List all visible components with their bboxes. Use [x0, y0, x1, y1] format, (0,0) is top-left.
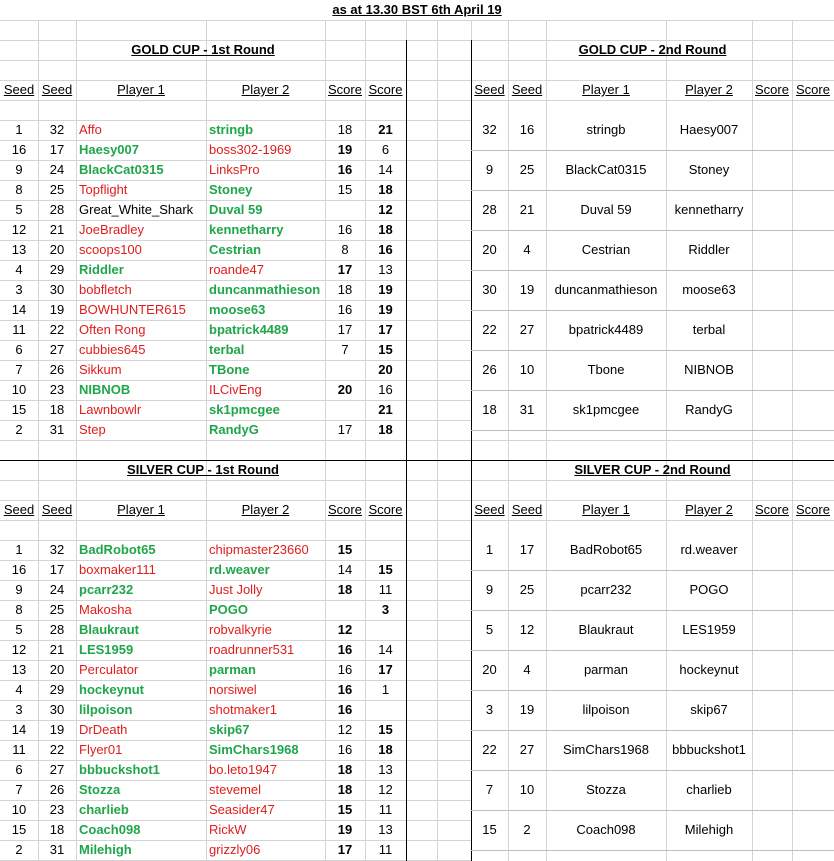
grid-line [206, 0, 207, 861]
score-cell: 15 [337, 542, 353, 557]
score-cell: 11 [378, 842, 393, 857]
seed-cell: 25 [519, 162, 535, 177]
player1-cell: Great_White_Shark [79, 202, 194, 217]
seed-cell: 15 [11, 822, 27, 837]
score-cell: 6 [381, 142, 390, 157]
player2-cell: norsiwel [209, 682, 257, 697]
seed-cell: 26 [49, 782, 65, 797]
seed-cell: 20 [49, 242, 65, 257]
score-cell: 17 [337, 842, 353, 857]
seed-cell: 17 [519, 542, 535, 557]
player1-cell: lilpoison [582, 702, 630, 717]
gold_r1-header-seed2: Seed [41, 82, 73, 97]
seed-cell: 11 [12, 322, 26, 337]
seed-cell: 26 [49, 362, 65, 377]
seed-cell: 7 [15, 362, 23, 377]
score-cell [365, 540, 406, 560]
player2-cell: Haesy007 [679, 122, 739, 137]
row-separator [471, 850, 834, 851]
player2-cell: LES1959 [682, 622, 736, 637]
player2-cell: kennetharry [209, 222, 284, 237]
silver_r1-header-seed1: Seed [3, 502, 35, 517]
player1-cell: bbbuckshot1 [79, 762, 160, 777]
player2-cell: bpatrick4489 [209, 322, 289, 337]
silver_r1-header-seed2: Seed [41, 502, 73, 517]
seed-cell: 18 [482, 402, 497, 417]
player2-cell: POGO [209, 602, 249, 617]
seed-cell: 22 [49, 742, 65, 757]
player1-cell: Duval 59 [580, 202, 632, 217]
seed-cell: 21 [49, 222, 65, 237]
seed-cell: 19 [49, 722, 65, 737]
player2-cell: Milehigh [684, 822, 734, 837]
score-cell: 16 [337, 742, 353, 757]
score-cell: 15 [378, 342, 393, 357]
seed-cell: 3 [485, 702, 494, 717]
row-separator [471, 430, 834, 431]
seed-cell: 9 [485, 162, 494, 177]
seed-cell: 29 [49, 682, 65, 697]
seed-cell: 1 [485, 542, 494, 557]
grid-line [0, 20, 834, 21]
seed-cell: 32 [482, 122, 497, 137]
player2-cell: kennetharry [674, 202, 744, 217]
score-cell: 15 [337, 182, 353, 197]
score-cell: 13 [378, 822, 393, 837]
seed-cell: 27 [49, 342, 65, 357]
seed-cell: 24 [49, 582, 65, 597]
seed-cell: 20 [482, 662, 497, 677]
seed-cell: 25 [49, 182, 65, 197]
player2-cell: Riddler [688, 242, 730, 257]
seed-cell: 5 [15, 202, 23, 217]
player1-cell: BadRobot65 [569, 542, 643, 557]
player1-cell: Coach098 [576, 822, 636, 837]
seed-cell: 19 [49, 302, 65, 317]
player1-cell: boxmaker111 [79, 562, 156, 577]
silver_r2-header-player2: Player 2 [685, 502, 733, 517]
player2-cell: Just Jolly [209, 582, 263, 597]
seed-cell: 13 [11, 662, 27, 677]
player1-cell: sk1pmcgee [572, 402, 640, 417]
player1-cell: Blaukraut [79, 622, 139, 637]
score-cell: 18 [378, 422, 393, 437]
score-cell [365, 700, 406, 720]
seed-cell: 10 [11, 802, 27, 817]
player2-cell: Stoney [688, 162, 730, 177]
player2-cell: rd.weaver [680, 542, 738, 557]
score-cell: 12 [337, 622, 353, 637]
silver_r1-header-player1: Player 1 [117, 502, 165, 517]
player2-cell: rd.weaver [209, 562, 270, 577]
player1-cell: Blaukraut [578, 622, 634, 637]
score-cell: 13 [378, 762, 393, 777]
score-cell: 18 [337, 582, 353, 597]
score-cell: 12 [378, 782, 393, 797]
score-cell: 13 [378, 262, 393, 277]
player2-cell: roande47 [209, 262, 264, 277]
player1-cell: Often Rong [79, 322, 146, 337]
player1-cell: NIBNOB [79, 382, 131, 397]
gold-r2-title: GOLD CUP - 2nd Round [578, 42, 727, 57]
seed-cell: 27 [519, 322, 535, 337]
seed-cell: 3 [15, 702, 23, 717]
seed-cell: 30 [49, 702, 65, 717]
seed-cell: 19 [519, 702, 535, 717]
grid-line [76, 0, 77, 861]
player1-cell: SimChars1968 [563, 742, 649, 757]
score-cell: 11 [378, 802, 393, 817]
score-cell: 16 [337, 642, 353, 657]
score-cell: 18 [337, 762, 353, 777]
player1-cell: pcarr232 [580, 582, 632, 597]
score-cell: 14 [378, 162, 393, 177]
score-cell: 16 [337, 682, 353, 697]
seed-cell: 18 [49, 822, 65, 837]
seed-cell: 22 [482, 742, 497, 757]
seed-cell: 14 [11, 302, 27, 317]
score-cell: 16 [337, 302, 353, 317]
silver_r2-header-seed1: Seed [474, 502, 505, 517]
score-cell: 16 [337, 662, 353, 677]
seed-cell: 4 [523, 662, 531, 677]
player1-cell: stringb [586, 122, 626, 137]
seed-cell: 2 [523, 822, 531, 837]
player1-cell: Sikkum [79, 362, 122, 377]
grid-line [0, 60, 834, 61]
player2-cell: POGO [689, 582, 729, 597]
player2-cell: sk1pmcgee [209, 402, 280, 417]
gold_r2-header-score1: Score [755, 82, 789, 97]
silver_r1-header-player2: Player 2 [241, 502, 290, 517]
seed-cell: 18 [49, 402, 65, 417]
player2-cell: bbbuckshot1 [672, 742, 746, 757]
seed-cell: 4 [15, 682, 23, 697]
silver_r1-header-score1: Score [328, 502, 362, 517]
score-cell: 18 [337, 282, 353, 297]
score-cell: 16 [378, 242, 393, 257]
gold_r1-header-player1: Player 1 [117, 82, 165, 97]
player1-cell: Stozza [586, 782, 626, 797]
seed-cell: 21 [519, 202, 535, 217]
score-cell: 8 [341, 242, 349, 257]
seed-cell: 4 [523, 242, 531, 257]
player2-cell: duncanmathieson [209, 282, 321, 297]
player2-cell: Duval 59 [209, 202, 263, 217]
player2-cell: robvalkyrie [209, 622, 272, 637]
silver_r2-header-seed2: Seed [511, 502, 543, 517]
player1-cell: LES1959 [79, 642, 134, 657]
player1-cell: Flyer01 [79, 742, 123, 757]
seed-cell: 3 [15, 282, 23, 297]
player2-cell: terbal [692, 322, 726, 337]
score-cell: 21 [378, 122, 393, 137]
seed-cell: 15 [11, 402, 27, 417]
seed-cell: 8 [15, 602, 23, 617]
player1-cell: Haesy007 [79, 142, 139, 157]
score-cell: 17 [337, 322, 353, 337]
seed-cell: 17 [49, 562, 65, 577]
grid-line [0, 440, 834, 441]
seed-cell: 32 [49, 122, 65, 137]
player2-cell: skip67 [690, 702, 728, 717]
player2-cell: moose63 [209, 302, 266, 317]
score-cell: 15 [337, 802, 353, 817]
silver_r1-header-score2: Score [368, 502, 403, 517]
score-cell [325, 360, 365, 380]
player2-cell: NIBNOB [684, 362, 734, 377]
seed-cell: 32 [49, 542, 65, 557]
seed-cell: 31 [519, 402, 535, 417]
seed-cell: 22 [49, 322, 65, 337]
player2-cell: boss302-1969 [209, 142, 292, 157]
player1-cell: Riddler [79, 262, 124, 277]
score-cell: 20 [337, 382, 353, 397]
score-cell: 19 [378, 282, 393, 297]
seed-cell: 2 [15, 842, 23, 857]
seed-cell: 27 [49, 762, 65, 777]
seed-cell: 9 [485, 582, 494, 597]
score-cell: 1 [381, 682, 390, 697]
seed-cell: 26 [482, 362, 497, 377]
seed-cell: 10 [11, 382, 27, 397]
player1-cell: DrDeath [79, 722, 128, 737]
player1-cell: parman [583, 662, 629, 677]
player1-cell: Tbone [587, 362, 625, 377]
player2-cell: Seasider47 [209, 802, 275, 817]
gold_r2-header-player1: Player 1 [582, 82, 630, 97]
score-cell: 17 [378, 662, 393, 677]
silver-r1-title: SILVER CUP - 1st Round [127, 462, 279, 477]
gold_r1-header-player2: Player 2 [241, 82, 290, 97]
seed-cell: 12 [11, 222, 27, 237]
seed-cell: 27 [519, 742, 535, 757]
silver_r2-header-score2: Score [796, 502, 830, 517]
silver_r2-header-player1: Player 1 [582, 502, 630, 517]
seed-cell: 4 [15, 262, 23, 277]
score-cell: 17 [337, 422, 353, 437]
seed-cell: 6 [15, 762, 23, 777]
player2-cell: bo.leto1947 [209, 762, 277, 777]
player1-cell: pcarr232 [79, 582, 134, 597]
player1-cell: charlieb [79, 802, 129, 817]
score-cell [325, 200, 365, 220]
seed-cell: 29 [49, 262, 65, 277]
player2-cell: stringb [209, 122, 254, 137]
score-cell: 16 [337, 162, 353, 177]
score-cell: 12 [337, 722, 353, 737]
seed-cell: 17 [49, 142, 65, 157]
score-cell [365, 620, 406, 640]
score-cell: 16 [337, 702, 353, 717]
player2-cell: hockeynut [679, 662, 739, 677]
player2-cell: skip67 [209, 722, 250, 737]
player1-cell: Coach098 [79, 822, 141, 837]
score-cell: 7 [341, 342, 349, 357]
score-cell [325, 400, 365, 420]
score-cell: 16 [378, 382, 393, 397]
seed-cell: 6 [15, 342, 23, 357]
score-cell: 17 [378, 322, 393, 337]
seed-cell: 10 [519, 782, 535, 797]
player2-cell: shotmaker1 [209, 702, 277, 717]
seed-cell: 2 [15, 422, 23, 437]
player2-cell: Cestrian [209, 242, 262, 257]
seed-cell: 16 [11, 142, 27, 157]
seed-cell: 24 [49, 162, 65, 177]
seed-cell: 25 [49, 602, 65, 617]
player2-cell: Stoney [209, 182, 253, 197]
player1-cell: Stozza [79, 782, 121, 797]
seed-cell: 28 [482, 202, 497, 217]
player1-cell: BOWHUNTER615 [79, 302, 186, 317]
seed-cell: 28 [49, 202, 65, 217]
seed-cell: 23 [49, 802, 65, 817]
score-cell: 3 [381, 602, 390, 617]
gold_r2-header-seed1: Seed [474, 82, 505, 97]
player2-cell: charlieb [686, 782, 732, 797]
seed-cell: 31 [49, 422, 65, 437]
player2-cell: roadrunner531 [209, 642, 295, 657]
score-cell: 20 [378, 362, 393, 377]
player1-cell: bpatrick4489 [568, 322, 644, 337]
seed-cell: 11 [12, 742, 26, 757]
player1-cell: Lawnbowlr [79, 402, 142, 417]
score-cell: 18 [337, 782, 353, 797]
seed-cell: 16 [11, 562, 27, 577]
player2-cell: stevemel [209, 782, 262, 797]
player1-cell: duncanmathieson [554, 282, 658, 297]
seed-cell: 28 [49, 622, 65, 637]
player1-cell: scoops100 [79, 242, 142, 257]
player1-cell: JoeBradley [79, 222, 145, 237]
player1-cell: lilpoison [79, 702, 133, 717]
player2-cell: ILCivEng [209, 382, 262, 397]
page-title: as at 13.30 BST 6th April 19 [0, 0, 834, 20]
player2-cell: RandyG [685, 402, 733, 417]
player2-cell: RandyG [209, 422, 259, 437]
seed-cell: 1 [15, 122, 23, 137]
player1-cell: Step [79, 422, 106, 437]
player2-cell: terbal [209, 342, 245, 357]
player1-cell: Cestrian [581, 242, 631, 257]
seed-cell: 23 [49, 382, 65, 397]
player2-cell: RickW [209, 822, 247, 837]
seed-cell: 16 [519, 122, 535, 137]
seed-cell: 30 [49, 282, 65, 297]
score-cell: 15 [378, 562, 393, 577]
score-cell: 18 [378, 742, 393, 757]
player1-cell: cubbies645 [79, 342, 146, 357]
seed-cell: 8 [15, 182, 23, 197]
player2-cell: SimChars1968 [209, 742, 299, 757]
grid-line [437, 0, 438, 861]
seed-cell: 7 [485, 782, 494, 797]
score-cell: 18 [337, 122, 353, 137]
score-cell: 19 [337, 142, 353, 157]
gold_r2-header-score2: Score [796, 82, 830, 97]
seed-cell: 25 [519, 582, 535, 597]
seed-cell: 12 [519, 622, 535, 637]
score-cell: 18 [378, 222, 393, 237]
player2-cell: TBone [209, 362, 250, 377]
seed-cell: 13 [11, 242, 27, 257]
seed-cell: 15 [482, 822, 497, 837]
score-cell: 17 [337, 262, 353, 277]
seed-cell: 9 [15, 162, 23, 177]
player1-cell: Perculator [79, 662, 139, 677]
seed-cell: 12 [11, 642, 27, 657]
seed-cell: 5 [15, 622, 23, 637]
score-cell: 19 [337, 822, 353, 837]
seed-cell: 5 [485, 622, 494, 637]
player1-cell: Makosha [79, 602, 132, 617]
score-cell: 11 [378, 582, 393, 597]
seed-cell: 20 [482, 242, 497, 257]
player2-cell: grizzly06 [209, 842, 261, 857]
score-cell: 14 [337, 562, 353, 577]
score-cell: 21 [378, 402, 393, 417]
score-cell: 15 [378, 722, 393, 737]
vertical-divider [406, 40, 407, 861]
seed-cell: 31 [49, 842, 65, 857]
score-cell: 16 [337, 222, 353, 237]
silver-r2-title: SILVER CUP - 2nd Round [574, 462, 731, 477]
gold_r2-header-seed2: Seed [511, 82, 543, 97]
player1-cell: bobfletch [79, 282, 132, 297]
seed-cell: 9 [15, 582, 23, 597]
player2-cell: parman [209, 662, 256, 677]
player2-cell: chipmaster23660 [209, 542, 309, 557]
gold_r2-header-player2: Player 2 [685, 82, 733, 97]
seed-cell: 30 [482, 282, 497, 297]
gold_r1-header-score2: Score [368, 82, 403, 97]
player1-cell: BadRobot65 [79, 542, 156, 557]
seed-cell: 14 [11, 722, 27, 737]
seed-cell: 10 [519, 362, 535, 377]
gold_r1-header-seed1: Seed [3, 82, 35, 97]
player1-cell: Milehigh [79, 842, 132, 857]
seed-cell: 19 [519, 282, 535, 297]
seed-cell: 22 [482, 322, 497, 337]
silver_r2-header-score1: Score [755, 502, 789, 517]
player1-cell: Affo [79, 122, 102, 137]
seed-cell: 1 [15, 542, 23, 557]
score-cell: 19 [378, 302, 393, 317]
score-cell [325, 600, 365, 620]
player2-cell: LinksPro [209, 162, 260, 177]
grid-line [0, 480, 834, 481]
gold_r1-header-score1: Score [328, 82, 362, 97]
player1-cell: hockeynut [79, 682, 145, 697]
player2-cell: moose63 [682, 282, 736, 297]
score-cell: 14 [378, 642, 393, 657]
player1-cell: BlackCat0315 [565, 162, 647, 177]
gold-r1-title: GOLD CUP - 1st Round [131, 42, 275, 57]
score-cell: 18 [378, 182, 393, 197]
player1-cell: Topflight [79, 182, 128, 197]
player1-cell: BlackCat0315 [79, 162, 164, 177]
seed-cell: 20 [49, 662, 65, 677]
seed-cell: 7 [15, 782, 23, 797]
score-cell: 12 [378, 202, 393, 217]
seed-cell: 21 [49, 642, 65, 657]
